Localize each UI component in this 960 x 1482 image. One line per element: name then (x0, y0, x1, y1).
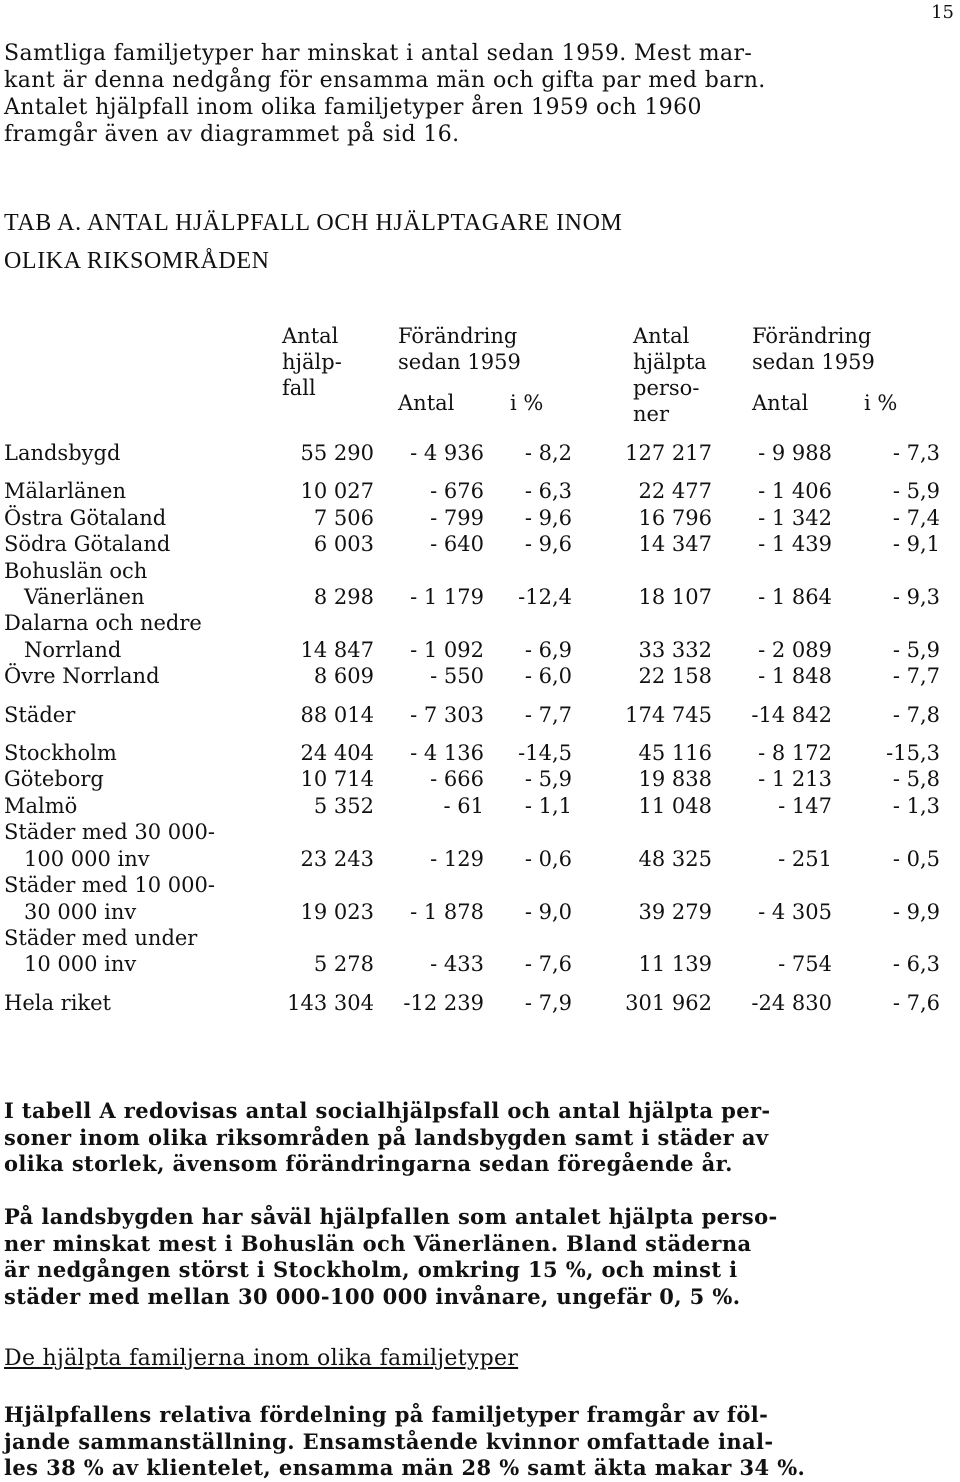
cell-value: - 6,3 (524, 479, 572, 504)
row-label-text: Göteborg (4, 767, 104, 792)
cell-value: - 7,7 (524, 702, 572, 727)
table-row (4, 505, 940, 531)
header-forandring-fall (398, 323, 521, 375)
cell-value (712, 925, 832, 951)
row-label (4, 899, 274, 925)
cell-value: - 7,7 (892, 664, 940, 689)
table-row (4, 793, 940, 819)
intro-line: framgår även av diagrammet på sid 16. (4, 122, 460, 147)
row-label (4, 505, 274, 531)
cell-value: - 1 213 (758, 767, 832, 792)
row-label-text: Södra Götaland (4, 532, 171, 557)
cell-value (832, 925, 940, 951)
cell-value: 19 023 (300, 899, 374, 924)
cell-value (572, 610, 712, 636)
paragraph-line: olika storlek, ävensom förändringarna sedan föregående år. (4, 1151, 733, 1176)
row-label (4, 584, 274, 610)
row-label (4, 951, 274, 977)
cell-value: - 1 406 (758, 479, 832, 504)
cell-value: - 799 (430, 505, 484, 530)
cell-value (572, 925, 712, 951)
table-row (4, 702, 940, 728)
row-label-text: Städer (4, 702, 76, 727)
header-line: perso- (633, 376, 700, 400)
table-title-line: OLIKA RIKSOMRÅDEN (4, 248, 270, 274)
section-heading: De hjälpta familjerna inom olika familjetyper (4, 1346, 519, 1371)
cell-value: 8 298 (313, 585, 374, 610)
cell-value: - 129 (430, 846, 484, 871)
cell-value: - 7,6 (524, 952, 572, 977)
row-label (4, 558, 274, 584)
row-label (4, 990, 274, 1016)
cell-value (274, 872, 374, 898)
cell-value: - 8,2 (524, 441, 572, 465)
row-label-text: Landsbygd (4, 441, 121, 465)
table-row (4, 819, 940, 845)
header-line: ner (633, 402, 669, 426)
row-label-text: Städer med 30 000- (4, 820, 215, 845)
row-label-text: Vänerlänen (24, 585, 145, 610)
cell-value: 88 014 (300, 702, 374, 727)
cell-value (484, 819, 572, 845)
header-line: hjälp- (282, 350, 342, 374)
intro-line: Antalet hjälpfall inom olika familjetyper åren 1959 och 1960 (4, 95, 702, 120)
row-label-text: 100 000 inv (24, 846, 150, 871)
table-spacer-row (4, 690, 940, 702)
intro-line: kant är denna nedgång för ensamma män och gifta par med barn. (4, 68, 766, 93)
cell-value: 16 796 (638, 505, 712, 530)
cell-value: - 4 136 (410, 741, 484, 766)
cell-value (572, 819, 712, 845)
row-label-text: 10 000 inv (24, 952, 137, 977)
paragraph-tabell-a (4, 1098, 904, 1178)
table-row (4, 663, 940, 689)
cell-value: - 5,8 (892, 767, 940, 792)
cell-value: -14 842 (751, 702, 832, 727)
spacer-cell (4, 728, 940, 740)
table-row (4, 558, 940, 584)
row-label-text: Städer med under (4, 925, 198, 950)
cell-value: - 9,3 (892, 585, 940, 610)
cell-value: - 61 (443, 793, 484, 818)
cell-value: - 9,1 (892, 532, 940, 557)
row-label-text: Malmö (4, 793, 78, 818)
cell-value: -12 239 (403, 990, 484, 1015)
cell-value (572, 558, 712, 584)
cell-value: 10 027 (300, 479, 374, 504)
cell-value: - 7,9 (524, 990, 572, 1015)
table-row (4, 637, 940, 663)
cell-value (484, 610, 572, 636)
cell-value (484, 925, 572, 951)
cell-value: - 1,3 (892, 793, 940, 818)
cell-value: 14 347 (638, 532, 712, 557)
row-label-text: Bohuslän och (4, 558, 148, 583)
row-label-text: 30 000 inv (24, 899, 137, 924)
cell-value (274, 925, 374, 951)
cell-value: - 550 (430, 664, 484, 689)
spacer-cell (4, 978, 940, 990)
cell-value (832, 872, 940, 898)
cell-value (374, 872, 484, 898)
spacer-cell (4, 466, 940, 478)
cell-value: - 7 303 (410, 702, 484, 727)
paragraph-line: ner minskat mest i Bohuslän och Vänerlänen. Bland städerna (4, 1230, 752, 1256)
cell-value: - 147 (778, 793, 832, 818)
cell-value: - 5,9 (892, 479, 940, 504)
table-body (4, 440, 940, 1016)
cell-value: - 5,9 (892, 637, 940, 662)
cell-value: 11 048 (638, 793, 712, 818)
paragraph-line: Hjälpfallens relativa fördelning på familjetyper framgår av föl- (4, 1402, 769, 1427)
row-label-text: Norrland (24, 637, 122, 662)
cell-value: - 4 936 (410, 441, 484, 465)
cell-value: - 251 (778, 846, 832, 871)
spacer-cell (4, 690, 940, 702)
table-spacer-row (4, 466, 940, 478)
cell-value: - 1 179 (410, 585, 484, 610)
row-label-text: Mälarlänen (4, 479, 127, 504)
cell-value (832, 819, 940, 845)
paragraph-line: jande sammanställning. Ensamstående kvinnor omfattade inal- (4, 1428, 774, 1454)
table-row (4, 872, 940, 898)
cell-value: 5 278 (313, 952, 374, 977)
table-spacer-row (4, 728, 940, 740)
table-row (4, 899, 940, 925)
table-row (4, 440, 940, 466)
cell-value: - 1 092 (410, 637, 484, 662)
cell-value: 127 217 (625, 441, 712, 465)
row-label (4, 766, 274, 792)
table-row (4, 531, 940, 557)
cell-value: 39 279 (638, 899, 712, 924)
cell-value: - 6,9 (524, 637, 572, 662)
cell-value: -15,3 (886, 741, 940, 766)
row-label-text: Städer med 10 000- (4, 873, 215, 898)
cell-value (274, 558, 374, 584)
table-row (4, 478, 940, 504)
cell-value (832, 610, 940, 636)
cell-value (484, 872, 572, 898)
intro-paragraph (4, 40, 904, 148)
table-row (4, 584, 940, 610)
cell-value (712, 872, 832, 898)
header-line: Antal (633, 324, 690, 348)
cell-value: -24 830 (751, 990, 832, 1015)
row-label-text: Dalarna och nedre (4, 611, 202, 636)
cell-value: - 9,6 (524, 505, 572, 530)
cell-value: - 433 (430, 952, 484, 977)
cell-value: 143 304 (287, 990, 374, 1015)
header-line: Förändring (752, 324, 872, 348)
cell-value: 22 477 (638, 479, 712, 504)
header-forandring-personer-pct: i % (864, 391, 898, 415)
header-forandring-fall-pct: i % (510, 391, 544, 415)
cell-value: - 7,6 (892, 990, 940, 1015)
cell-value: - 640 (430, 532, 484, 557)
cell-value: - 676 (430, 479, 484, 504)
row-label-text: Östra Götaland (4, 505, 167, 530)
cell-value (572, 872, 712, 898)
cell-value (274, 819, 374, 845)
row-label-text: Hela riket (4, 990, 111, 1015)
paragraph-line: städer med mellan 30 000-100 000 invånare, ungefär 0, 5 %. (4, 1283, 741, 1309)
paragraph-line: På landsbygden har såväl hjälpfallen som antalet hjälpta perso- (4, 1204, 778, 1229)
cell-value (832, 558, 940, 584)
cell-value: 24 404 (300, 741, 374, 766)
cell-value: - 9,6 (524, 532, 572, 557)
paragraph-line: I tabell A redovisas antal socialhjälpsfall och antal hjälpta per- (4, 1098, 771, 1123)
cell-value: - 7,4 (892, 505, 940, 530)
table-spacer-row (4, 978, 940, 990)
cell-value: - 8 172 (758, 741, 832, 766)
cell-value: -12,4 (518, 585, 572, 610)
cell-value (374, 558, 484, 584)
cell-value: 19 838 (638, 767, 712, 792)
paragraph-line: är nedgången störst i Stockholm, omkring 15 %, och minst i (4, 1257, 738, 1282)
row-label (4, 610, 274, 636)
header-forandring-personer (752, 323, 875, 375)
cell-value: 5 352 (313, 793, 374, 818)
cell-value: 55 290 (300, 441, 374, 465)
cell-value: - 1 342 (758, 505, 832, 530)
cell-value (374, 925, 484, 951)
paragraph-line: les 38 % av klientelet, ensamma män 28 % samt äkta makar 34 %. (4, 1455, 806, 1480)
row-label (4, 793, 274, 819)
cell-value (712, 819, 832, 845)
header-line: hjälpta (633, 350, 707, 374)
cell-value: - 7,3 (892, 441, 940, 465)
cell-value: - 1 848 (758, 664, 832, 689)
intro-line: Samtliga familjetyper har minskat i antal sedan 1959. Mest mar- (4, 41, 753, 66)
header-line: sedan 1959 (752, 350, 875, 374)
cell-value: 6 003 (313, 532, 374, 557)
table-row (4, 846, 940, 872)
header-antal-hjalpfall (282, 323, 342, 401)
cell-value (274, 610, 374, 636)
row-label (4, 740, 274, 766)
table-row (4, 766, 940, 792)
row-label (4, 872, 274, 898)
cell-value: - 666 (430, 767, 484, 792)
cell-value: - 5,9 (524, 767, 572, 792)
header-forandring-fall-antal: Antal (398, 391, 455, 415)
cell-value: 18 107 (638, 585, 712, 610)
header-line: Antal (282, 324, 339, 348)
cell-value: 48 325 (638, 846, 712, 871)
paragraph-hjalpfallens (4, 1402, 904, 1482)
cell-value: - 7,8 (892, 702, 940, 727)
table-title (4, 204, 904, 280)
table-row (4, 610, 940, 636)
cell-value: - 754 (778, 952, 832, 977)
cell-value: 301 962 (625, 990, 712, 1015)
page-number: 15 (931, 2, 954, 23)
cell-value: - 6,0 (524, 664, 572, 689)
cell-value: 10 714 (300, 767, 374, 792)
table-row (4, 990, 940, 1016)
cell-value: - 0,5 (892, 846, 940, 871)
cell-value: - 9,9 (892, 899, 940, 924)
cell-value: - 0,6 (524, 846, 572, 871)
cell-value: 14 847 (300, 637, 374, 662)
cell-value (712, 558, 832, 584)
cell-value (374, 610, 484, 636)
row-label (4, 531, 274, 557)
cell-value: - 6,3 (892, 952, 940, 977)
row-label (4, 846, 274, 872)
cell-value: 11 139 (638, 952, 712, 977)
cell-value: - 9,0 (524, 899, 572, 924)
cell-value (374, 819, 484, 845)
row-label (4, 663, 274, 689)
cell-value: - 9 988 (758, 441, 832, 465)
table-row (4, 740, 940, 766)
cell-value: 7 506 (313, 505, 374, 530)
cell-value (712, 610, 832, 636)
cell-value: 33 332 (638, 637, 712, 662)
table-title-line: TAB A. ANTAL HJÄLPFALL OCH HJÄLPTAGARE INOM (4, 210, 623, 236)
cell-value: 174 745 (625, 702, 712, 727)
table-row (4, 951, 940, 977)
cell-value: 23 243 (300, 846, 374, 871)
paragraph-landsbygden (4, 1204, 904, 1310)
cell-value: 8 609 (313, 664, 374, 689)
row-label-text: Övre Norrland (4, 664, 160, 689)
row-label (4, 478, 274, 504)
cell-value: 22 158 (638, 664, 712, 689)
cell-value: - 1 439 (758, 532, 832, 557)
cell-value: 45 116 (638, 741, 712, 766)
header-antal-hjalpta-personer (633, 323, 707, 427)
row-label (4, 702, 274, 728)
header-line: sedan 1959 (398, 350, 521, 374)
row-label (4, 819, 274, 845)
row-label (4, 925, 274, 951)
table-row (4, 925, 940, 951)
cell-value (484, 558, 572, 584)
cell-value: - 1,1 (524, 793, 572, 818)
cell-value: - 1 878 (410, 899, 484, 924)
header-line: Förändring (398, 324, 518, 348)
row-label-text: Stockholm (4, 741, 117, 766)
paragraph-line: soner inom olika riksområden på landsbygden samt i städer av (4, 1124, 769, 1150)
cell-value: -14,5 (518, 741, 572, 766)
data-table (4, 440, 940, 1016)
header-forandring-personer-antal: Antal (752, 391, 809, 415)
cell-value: - 4 305 (758, 899, 832, 924)
cell-value: - 2 089 (758, 637, 832, 662)
row-label (4, 440, 274, 466)
cell-value: - 1 864 (758, 585, 832, 610)
row-label (4, 637, 274, 663)
header-line: fall (282, 376, 316, 400)
